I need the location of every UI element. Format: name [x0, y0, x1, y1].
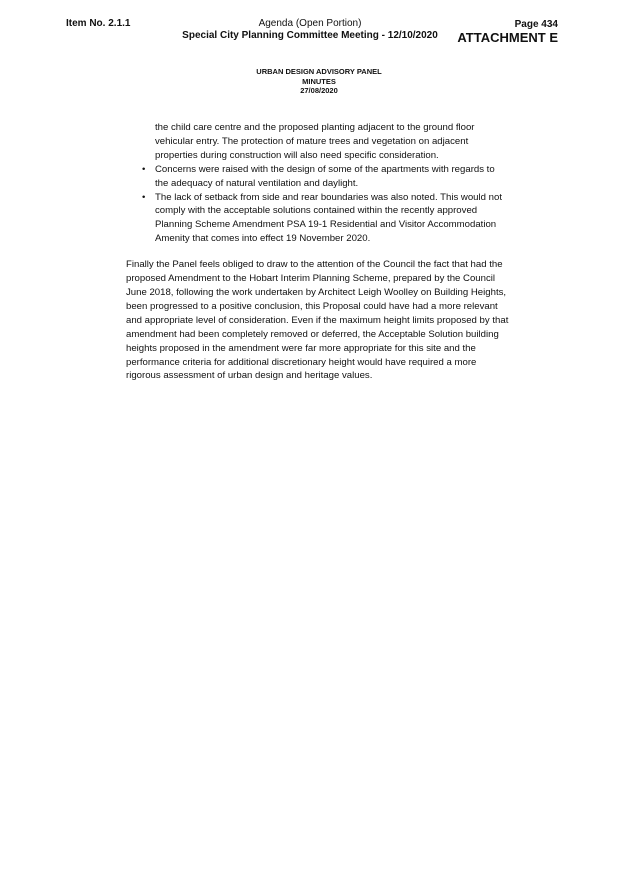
list-item-text: Concerns were raised with the design of some of the apartments with regards to the adequacy of natural ventilation and daylight. [155, 163, 495, 189]
meeting-title: Special City Planning Committee Meeting - 12/10/2020 [182, 30, 438, 41]
panel-name: URBAN DESIGN ADVISORY PANEL [256, 67, 382, 76]
continued-bullet-text: the child care centre and the proposed planting adjacent to the ground floor vehicular entry. The protection of mature trees and vegetation on adjacent properties during construction will also need specific consideration. [155, 122, 475, 161]
bullet-icon: • [142, 163, 146, 175]
item-number: Item No. 2.1.1 [66, 18, 131, 29]
list-item [126, 191, 510, 247]
bullet-list [126, 163, 510, 246]
page-number: Page 434 [514, 19, 558, 30]
document-body [126, 121, 510, 383]
document-subheader [160, 67, 478, 96]
minutes-date: 27/08/2020 [300, 86, 338, 95]
list-item-text: The lack of setback from side and rear boundaries was also noted. This would not comply with the acceptable solutions contained within the recently approved Planning Scheme Amendment PSA 19-1 Residential and Visitor Accommodation Amenity that comes into effect 19 November 2020. [155, 191, 502, 245]
page-info [457, 18, 558, 44]
agenda-title: Agenda (Open Portion) [258, 18, 362, 29]
agenda-header [160, 18, 460, 42]
final-paragraph: Finally the Panel feels obliged to draw to the attention of the Council the fact that had the proposed Amendment to the Hobart Interim Planning Scheme, prepared by the Council June 2018, following the work undertaken by Architect Leigh Woolley on Building Heights, been progressed to a positive conclusion, this Proposal could have had a more relevant and appropriate level of consideration. Even if the maximum height limits proposed by that amendment had been completely removed or deferred, the Acceptable Solution building heights proposed in the amendment were far more appropriate for this site and the performance criteria for additional discretionary height would have required a more rigorous assessment of urban design and heritage values. [126, 259, 509, 382]
minutes-label: MINUTES [302, 76, 336, 86]
attachment-label: ATTACHMENT E [457, 30, 558, 45]
bullet-icon: • [142, 191, 146, 203]
list-item [126, 163, 510, 191]
